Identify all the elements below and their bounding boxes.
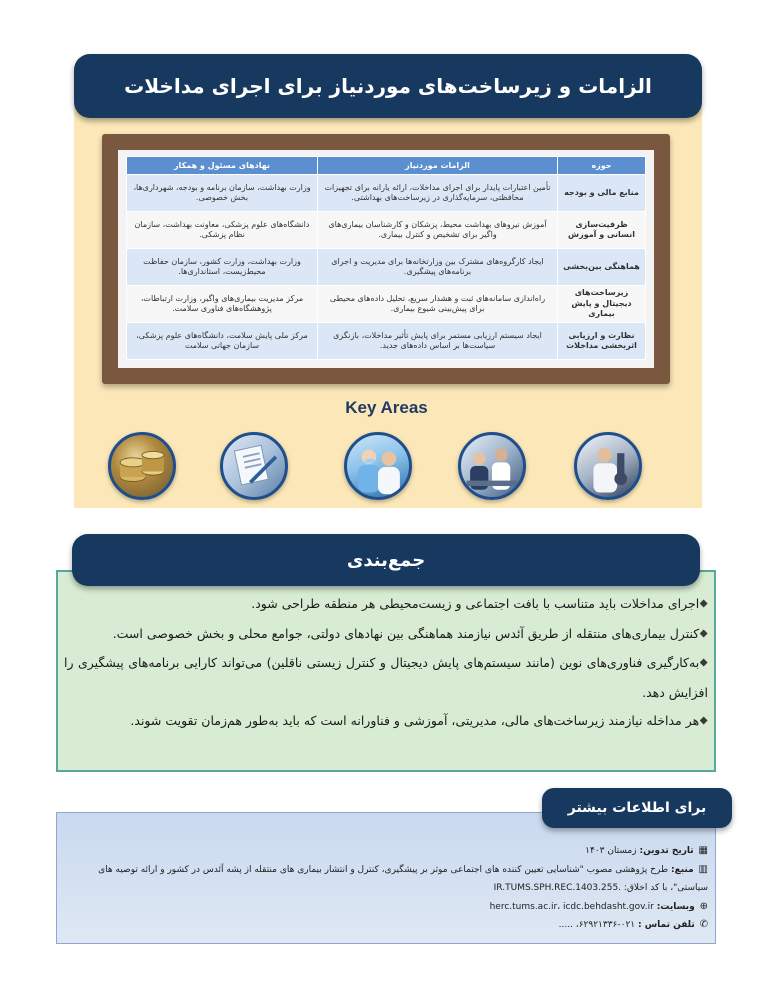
source-label: منبع: <box>671 864 694 875</box>
table-row <box>127 323 646 360</box>
cell-agencies: وزارت بهداشت، سازمان برنامه و بودجه، شهرداری‌ها، بخش خصوصی. <box>127 175 318 212</box>
source-text: طرح پژوهشی مصوب "شناسایی تعیین کننده های اجتماعی موثر بر پیشگیری، کنترل و انتشار بیماری های منتقله از پشه آئدس در کشور و ارائه توصیه های سیاستی"، با کد اخلاق: <box>98 864 708 893</box>
cell-area: زیرساخت‌های دیجیتال و پایش بیماری <box>558 286 646 323</box>
phone-value: ۰۲۱-۶۲۹۲۱۳۳۶، ..... <box>558 920 636 930</box>
diamond-bullet-icon: ⯁ <box>699 657 708 670</box>
diamond-bullet-icon: ⯁ <box>699 627 708 641</box>
bullet-text: به‌کارگیری فناوری‌های نوین (مانند سیستم‌های پایش دیجیتال و کنترل زیستی ناقلین) می‌تواند کارایی برنامه‌های پیشگیری را افزایش دهد. <box>64 655 708 700</box>
table-header-row <box>127 157 646 175</box>
cell-area: منابع مالی و بودجه <box>558 175 646 212</box>
cell-area: ظرفیت‌سازی انسانی و آموزش <box>558 212 646 249</box>
source-line <box>66 861 708 898</box>
date-value: زمستان ۱۴۰۳ <box>585 846 637 856</box>
doctors-icon <box>344 432 412 500</box>
bullet-text: اجرای مداخلات باید متناسب با بافت اجتماعی و زیست‌محیطی هر منطقه طراحی شود. <box>251 596 700 611</box>
header-agencies: نهادهای مسئول و همکار <box>127 157 318 175</box>
requirements-title: الزامات و زیرساخت‌های موردنیاز برای اجرای مداخلات <box>124 74 652 98</box>
info-banner <box>542 788 732 828</box>
lab-technician-icon <box>574 432 642 500</box>
coins-icon <box>108 432 176 500</box>
diamond-bullet-icon: ⯁ <box>699 715 708 728</box>
requirements-banner <box>74 54 702 118</box>
header-requirement: الزامات موردنیاز <box>318 157 558 175</box>
cell-agencies: دانشگاه‌های علوم پزشکی، معاونت بهداشت، سازمان نظام پزشکی. <box>127 212 318 249</box>
table-row <box>127 175 646 212</box>
table-row <box>127 286 646 323</box>
cell-agencies: مرکز مدیریت بیماری‌های واگیر، وزارت ارتباطات، پژوهشگاه‌های فناوری سلامت. <box>127 286 318 323</box>
diamond-bullet-icon: ⯁ <box>699 598 708 611</box>
date-label: تاریخ تدوین: <box>639 846 694 856</box>
header-area: حوزه <box>558 157 646 175</box>
info-content <box>66 842 708 935</box>
list-item <box>64 649 708 707</box>
summary-list <box>64 590 708 737</box>
key-areas-label: Key Areas <box>345 398 428 417</box>
requirements-table <box>126 156 646 360</box>
summary-banner <box>72 534 700 586</box>
calendar-icon: ▦ <box>698 845 708 856</box>
cell-area: نظارت و ارزیابی اثربخشی مداخلات <box>558 323 646 360</box>
team-meeting-icon <box>458 432 526 500</box>
cell-requirement: راه‌اندازی سامانه‌های ثبت و هشدار سریع، تحلیل داده‌های محیطی برای پیش‌بینی شیوع بیماری. <box>318 286 558 323</box>
list-item <box>64 620 708 650</box>
table-row <box>127 212 646 249</box>
document-pen-icon <box>220 432 288 500</box>
cell-agencies: وزارت بهداشت، وزارت کشور، سازمان حفاظت محیط‌زیست، استانداری‌ها. <box>127 249 318 286</box>
globe-icon: ⊕ <box>699 900 708 912</box>
list-item <box>64 590 708 620</box>
table-row <box>127 249 646 286</box>
cell-requirement: ایجاد کارگروه‌های مشترک بین وزارتخانه‌ها برای مدیریت و اجرای برنامه‌های پیشگیری. <box>318 249 558 286</box>
cell-agencies: مرکز ملی پایش سلامت، دانشگاه‌های علوم پزشکی، سازمان جهانی سلامت <box>127 323 318 360</box>
cell-requirement: ایجاد سیستم ارزیابی مستمر برای پایش تأثیر مداخلات، بازنگری سیاست‌ها بر اساس داده‌های جدید. <box>318 323 558 360</box>
bullet-text: کنترل بیماری‌های منتقله از طریق آئدس نیازمند هماهنگی بین نهادهای دولتی، جوامع محلی و بخش خصوصی است. <box>112 625 700 641</box>
cell-requirement: آموزش نیروهای بهداشت محیط، پزشکان و کارشناسان بیماری‌های واگیر برای تشخیص و کنترل بیماری. <box>318 212 558 249</box>
phone-label: تلفن تماس : <box>638 920 695 930</box>
requirements-board <box>102 134 670 384</box>
info-title: برای اطلاعات بیشتر <box>567 800 707 816</box>
list-item <box>64 707 708 737</box>
cell-area: هماهنگی بین‌بخشی <box>558 249 646 286</box>
board-surface <box>118 150 654 368</box>
ethics-code: IR.TUMS.SPH.REC.1403.255. <box>493 883 622 893</box>
books-icon: ▥ <box>698 863 708 875</box>
website-value[interactable]: herc.tums.ac.ir، icdc.behdasht.gov.ir <box>489 901 654 912</box>
phone-line <box>66 916 708 935</box>
date-line <box>66 842 708 861</box>
website-line <box>66 898 708 917</box>
phone-icon: ✆ <box>699 919 708 930</box>
website-label: وبسایت: <box>656 901 695 912</box>
cell-requirement: تأمین اعتبارات پایدار برای اجرای مداخلات، ارائه یارانه برای تجهیزات محافظتی، سرمایه‌گذاری در زیرساخت‌های بهداشتی. <box>318 175 558 212</box>
bullet-text: هر مداخله نیازمند زیرساخت‌های مالی، مدیریتی، آموزشی و فناورانه است که باید به‌طور هم‌زمان تقویت شوند. <box>130 713 700 728</box>
summary-title: جمع‌بندی <box>346 549 426 571</box>
